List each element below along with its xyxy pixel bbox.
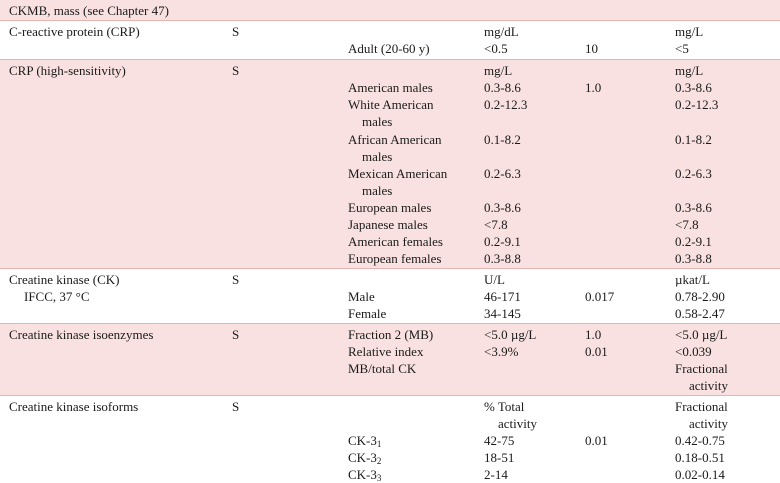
test-name: Creatine kinase isoforms bbox=[9, 399, 139, 414]
condition: Fraction 2 (MB) bbox=[348, 327, 434, 342]
condition: American females bbox=[348, 234, 443, 249]
row-divider bbox=[0, 268, 780, 269]
row-divider bbox=[0, 59, 780, 60]
si-value: 0.3-8.6 bbox=[675, 80, 712, 95]
condition: Relative index bbox=[348, 344, 424, 359]
conversion-factor: 0.01 bbox=[585, 344, 608, 359]
test-method: IFCC, 37 °C bbox=[24, 289, 90, 304]
conventional-value: 0.3-8.8 bbox=[484, 251, 521, 266]
si-value-continued: activity bbox=[689, 378, 728, 393]
specimen: S bbox=[232, 272, 240, 287]
condition: Adult (20-60 y) bbox=[348, 41, 430, 56]
si-value: 0.3-8.6 bbox=[675, 200, 712, 215]
si-unit: mg/L bbox=[675, 63, 704, 78]
conventional-value: <7.8 bbox=[484, 217, 508, 232]
condition: MB/total CK bbox=[348, 361, 417, 376]
conventional-unit-continued: activity bbox=[498, 416, 537, 431]
specimen: S bbox=[232, 327, 240, 342]
specimen: S bbox=[232, 399, 240, 414]
conversion-factor: 1.0 bbox=[585, 80, 602, 95]
row-divider bbox=[0, 323, 780, 324]
specimen: S bbox=[232, 63, 240, 78]
si-value: 0.18-0.51 bbox=[675, 450, 725, 465]
row-divider bbox=[0, 395, 780, 396]
si-value: 0.58-2.47 bbox=[675, 306, 725, 321]
row-divider bbox=[0, 20, 780, 21]
si-value: 0.2-12.3 bbox=[675, 97, 719, 112]
si-value: 0.1-8.2 bbox=[675, 132, 712, 147]
conventional-value: 2-14 bbox=[484, 467, 508, 482]
condition-continued: males bbox=[362, 183, 393, 198]
conventional-value: 0.2-12.3 bbox=[484, 97, 528, 112]
si-value: <5.0 µg/L bbox=[675, 327, 728, 342]
conversion-factor: 0.01 bbox=[585, 433, 608, 448]
si-value: 0.2-6.3 bbox=[675, 166, 712, 181]
si-value: 0.42-0.75 bbox=[675, 433, 725, 448]
conventional-value: 0.2-6.3 bbox=[484, 166, 521, 181]
condition: Japanese males bbox=[348, 217, 428, 232]
conventional-value: 0.3-8.6 bbox=[484, 200, 521, 215]
condition: Male bbox=[348, 289, 375, 304]
conventional-unit: mg/L bbox=[484, 63, 513, 78]
conventional-value: 34-145 bbox=[484, 306, 521, 321]
conventional-unit: mg/dL bbox=[484, 24, 519, 39]
condition: $CK-3_1$ bbox=[348, 433, 382, 449]
test-name: Creatine kinase (CK) bbox=[9, 272, 120, 287]
condition: Mexican American bbox=[348, 166, 448, 181]
conventional-value: 42-75 bbox=[484, 433, 515, 448]
si-value: 0.3-8.8 bbox=[675, 251, 712, 266]
conversion-factor: 10 bbox=[585, 41, 598, 56]
conventional-value: <5.0 µg/L bbox=[484, 327, 537, 342]
si-value: Fractional bbox=[675, 361, 728, 376]
conversion-factor: 1.0 bbox=[585, 327, 602, 342]
condition: European females bbox=[348, 251, 442, 266]
condition: Female bbox=[348, 306, 387, 321]
conversion-factor: 0.017 bbox=[585, 289, 615, 304]
si-unit: mg/L bbox=[675, 24, 704, 39]
si-unit: µkat/L bbox=[675, 272, 710, 287]
conventional-value: 46-171 bbox=[484, 289, 521, 304]
si-value: 0.78-2.90 bbox=[675, 289, 725, 304]
condition: White American bbox=[348, 97, 434, 112]
test-name: Creatine kinase isoenzymes bbox=[9, 327, 154, 342]
test-name: C-reactive protein (CRP) bbox=[9, 24, 140, 39]
condition-continued: males bbox=[362, 149, 393, 164]
condition-continued: males bbox=[362, 114, 393, 129]
condition: European males bbox=[348, 200, 432, 215]
condition: $CK-3_3$ bbox=[348, 467, 382, 483]
conventional-value: <0.5 bbox=[484, 41, 508, 56]
test-name: CKMB, mass (see Chapter 47) bbox=[9, 3, 169, 18]
si-value: <0.039 bbox=[675, 344, 712, 359]
si-unit: Fractional bbox=[675, 399, 728, 414]
conventional-value: 0.2-9.1 bbox=[484, 234, 521, 249]
conventional-unit: U/L bbox=[484, 272, 505, 287]
condition: African American bbox=[348, 132, 442, 147]
conventional-value: 0.1-8.2 bbox=[484, 132, 521, 147]
test-name: CRP (high-sensitivity) bbox=[9, 63, 126, 78]
conventional-value: <3.9% bbox=[484, 344, 519, 359]
conventional-value: 0.3-8.6 bbox=[484, 80, 521, 95]
conventional-value: 18-51 bbox=[484, 450, 515, 465]
si-value: 0.2-9.1 bbox=[675, 234, 712, 249]
conventional-unit: % Total bbox=[484, 399, 525, 414]
condition: American males bbox=[348, 80, 433, 95]
si-value: <7.8 bbox=[675, 217, 699, 232]
si-value: 0.02-0.14 bbox=[675, 467, 725, 482]
si-value: <5 bbox=[675, 41, 689, 56]
specimen: S bbox=[232, 24, 240, 39]
condition: $CK-3_2$ bbox=[348, 450, 382, 466]
si-unit-continued: activity bbox=[689, 416, 728, 431]
